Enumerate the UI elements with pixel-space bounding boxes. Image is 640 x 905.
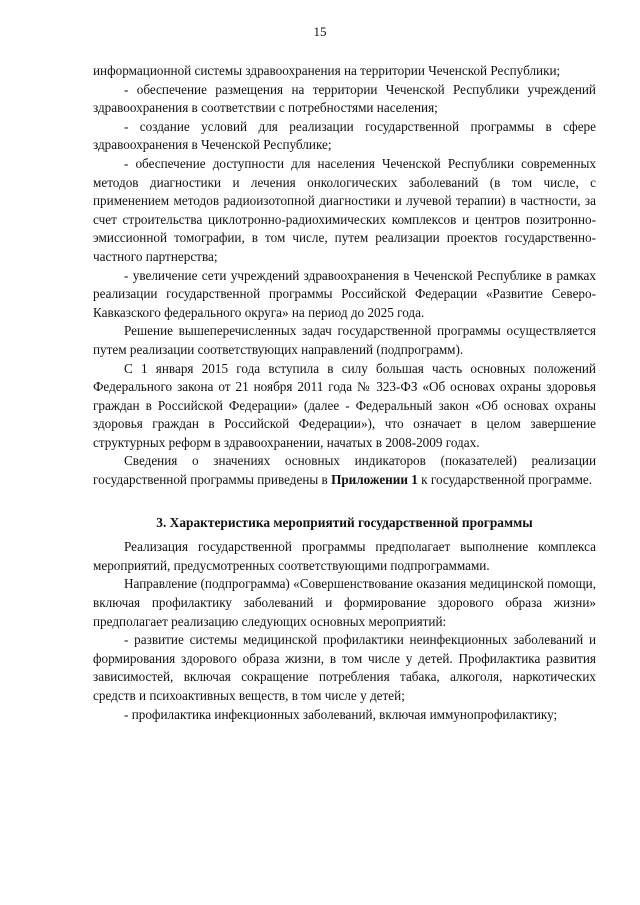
appendix-link-text: Приложении 1 [331,472,418,488]
appendix-reference-paragraph [93,452,596,489]
list-item: - развитие системы медицинской профилактики неинфекционных заболеваний и формирования здорового образа жизни, в том числе у детей. Профилактика развития зависимостей, включая сокращение потребления табака, алкоголя, наркотических средств и психоактивных веществ, в том числе у детей; [93,632,596,703]
document-body [93,62,596,724]
paragraph: информационной системы здравоохранения на территории Чеченской Республики; [93,63,561,78]
paragraph: Направление (подпрограмма) «Совершенствование оказания медицинской помощи, включая профилактику заболеваний и формирование здорового образа жизни» предполагает реализацию следующих основных мероприятий: [93,576,596,629]
list-item: - создание условий для реализации государственной программы в сфере здравоохранения в Чеченской Республике; [93,118,596,153]
appendix-text-before: Сведения о значениях основных индикаторов (показателей) реализации государственной программы приведены в [93,453,596,488]
paragraph: Реализация государственной программы предполагает выполнение комплекса мероприятий, предусмотренных соответствующими подпрограммами. [93,539,596,573]
page-number: 15 [313,24,327,39]
list-item: - профилактика инфекционных заболеваний, включая иммунопрофилактику; [124,706,558,722]
section-heading: 3. Характеристика мероприятий государственной программы [156,514,533,530]
list-item: - увеличение сети учреждений здравоохранения в Чеченской Республике в рамках реализации государственной программы Российской Федерации «Развитие Северо-Кавказского федерального округа» на период до 2025 года. [93,267,596,320]
appendix-text-after: к государственной программе. [417,472,593,488]
list-item: - обеспечение доступности для населения Чеченской Республики современных методов диагностики и лечения онкологических заболеваний (в том числе, с применением методов радиоизотопной диагностики и лучевой терапии) в частности, за счет строительства циклотронно-радиохимических комплексов и центров позитронно-эмиссионной томографии, в том числе, путем реализации проектов государственно-частного партнерства; [93,155,596,264]
paragraph: С 1 января 2015 года вступила в силу большая часть основных положений Федерального закона от 21 ноября 2011 года № 323-ФЗ «Об основах охраны здоровья граждан в Российской Федерации» (далее - Федеральный закон «Об основах охраны здоровья граждан в Российской Федерации»), что означает в целом завершение структурных реформ в здравоохранении, начатых в 2008-2009 годах. [93,360,596,450]
list-item: - обеспечение размещения на территории Чеченской Республики учреждений здравоохранения в соответствии с потребностями населения; [93,81,596,116]
paragraph: Решение вышеперечисленных задач государственной программы осуществляется путем реализации соответствующих направлений (подпрограмм). [93,323,596,357]
